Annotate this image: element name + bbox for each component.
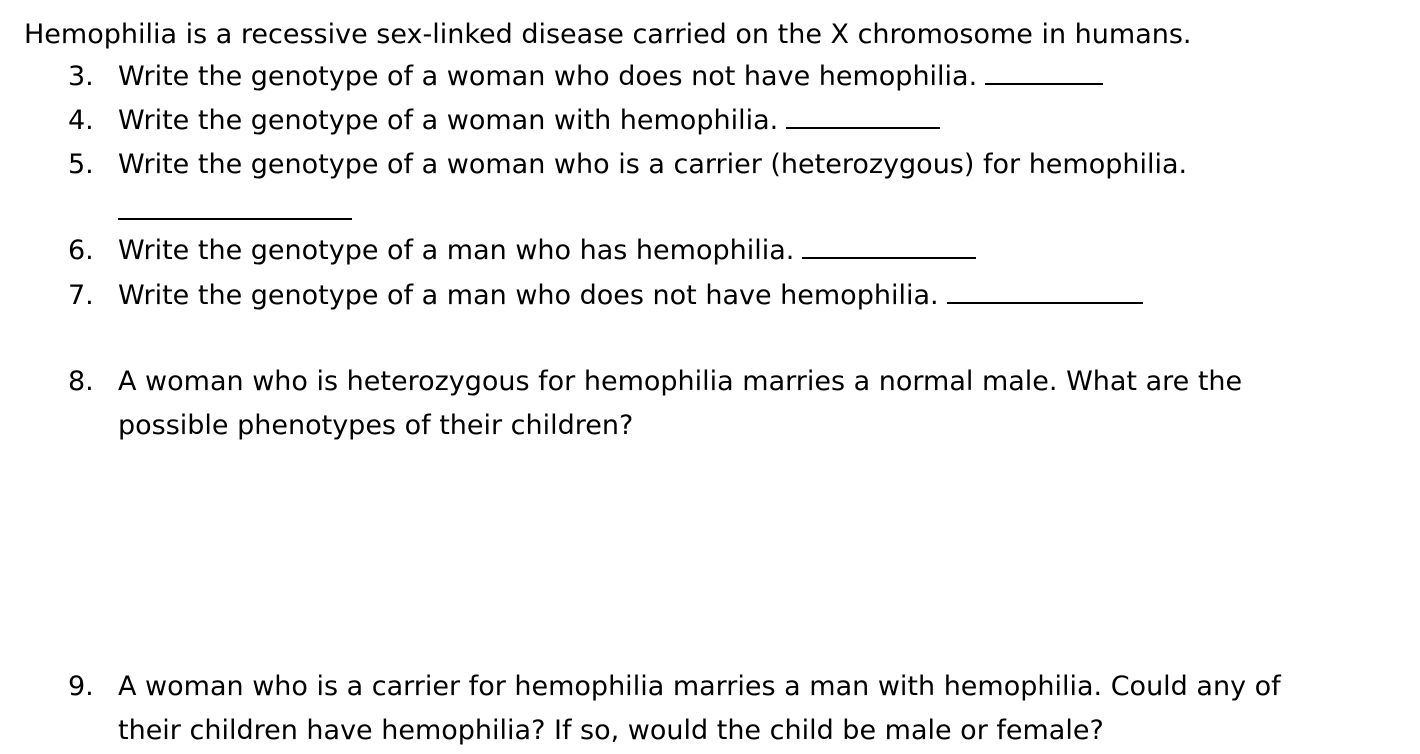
intro-text: Hemophilia is a recessive sex-linked disease carried on the X chromosome in humans. xyxy=(24,19,1192,50)
question-number: 4. xyxy=(68,105,94,136)
question-text: Write the genotype of a man who does not have hemophilia. xyxy=(118,280,939,311)
answer-blank[interactable] xyxy=(947,278,1143,304)
question-4 xyxy=(68,99,940,143)
question-3 xyxy=(68,55,1103,99)
answer-blank[interactable] xyxy=(802,233,976,259)
question-text: Write the genotype of a man who has hemophilia. xyxy=(118,235,795,266)
answer-blank[interactable] xyxy=(985,59,1103,85)
question-6 xyxy=(68,229,976,273)
question-number: 8. xyxy=(68,366,94,397)
question-text-line-1: A woman who is heterozygous for hemophilia marries a normal male. What are the xyxy=(118,366,1243,397)
question-9 xyxy=(68,665,1281,753)
question-text: Write the genotype of a woman who does not have hemophilia. xyxy=(118,61,978,92)
question-text: Write the genotype of a woman with hemophilia. xyxy=(118,105,779,136)
question-number: 5. xyxy=(68,149,94,180)
question-text-line-1: A woman who is a carrier for hemophilia marries a man with hemophilia. Could any of xyxy=(118,671,1281,702)
question-number: 7. xyxy=(68,280,94,311)
answer-blank[interactable] xyxy=(786,103,940,129)
question-number: 3. xyxy=(68,61,94,92)
question-number: 6. xyxy=(68,235,94,266)
question-text-line-2: possible phenotypes of their children? xyxy=(118,410,634,441)
question-5 xyxy=(68,143,1187,187)
question-number: 9. xyxy=(68,671,94,702)
question-text: Write the genotype of a woman who is a carrier (heterozygous) for hemophilia. xyxy=(118,149,1188,180)
question-7 xyxy=(68,274,1143,318)
question-text-line-2: their children have hemophilia? If so, would the child be male or female? xyxy=(118,715,1104,746)
answer-blank[interactable] xyxy=(118,218,352,220)
question-8 xyxy=(68,360,1242,448)
